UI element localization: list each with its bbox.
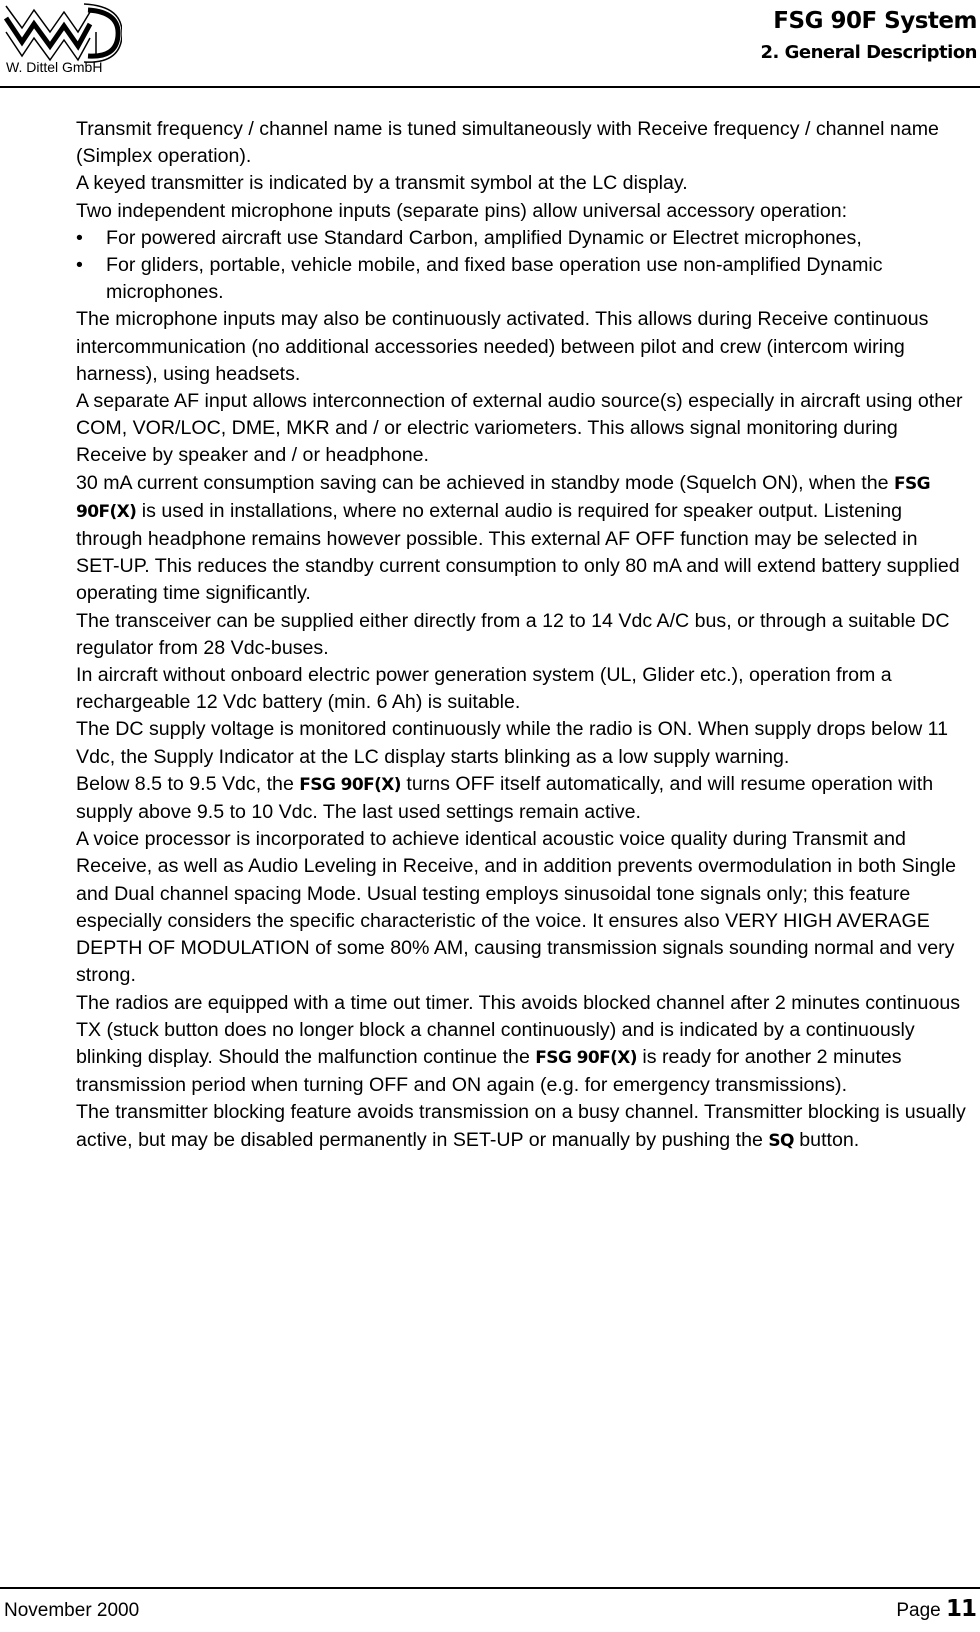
- bullet-item: [76, 252, 966, 306]
- paragraph: [76, 771, 966, 826]
- paragraph: In aircraft without onboard electric power generation system (UL, Glider etc.), operation from a rechargeable 12 Vdc battery (min. 6 Ah) is suitable.: [76, 664, 892, 714]
- paragraph: The DC supply voltage is monitored continuously while the radio is ON. When supply drops below 11 Vdc, the Supply Indicator at the LC display starts blinking as a low supply warning.: [76, 718, 948, 768]
- text: The radios are equipped with a time out timer. This avoids blocked channel after 2 minutes continuous TX (stuck button does no longer block a channel continuously) and is indicated by a continuously blinking display. Should the malfunction continue the: [76, 991, 961, 1068]
- text: button.: [793, 1128, 860, 1151]
- bullet-icon: •: [76, 254, 83, 277]
- text: The transmitter blocking feature avoids transmission on a busy channel. Transmitter blocking is usually active, but may be disabled permanently in SET-UP or manually by pushing the: [76, 1101, 966, 1151]
- sq-button-name: SQ: [768, 1130, 794, 1151]
- header-divider: [0, 86, 980, 88]
- product-name: FSG 90F(X): [535, 1047, 637, 1068]
- paragraph: [76, 990, 966, 1100]
- product-name: FSG 90F(X): [76, 473, 930, 522]
- text: 30 mA current consumption saving can be achieved in standby mode (Squelch ON), when the: [76, 471, 894, 494]
- page-label: Page: [896, 1600, 946, 1621]
- document-title: FSG 90F System: [773, 8, 977, 34]
- bullet-text: For gliders, portable, vehicle mobile, and fixed base operation use non-amplified Dynamic microphones.: [106, 254, 883, 304]
- section-title: 2. General Description: [760, 42, 977, 63]
- paragraph: The transceiver can be supplied either directly from a 12 to 14 Vdc A/C bus, or through a suitable DC regulator from 28 Vdc-buses.: [76, 609, 950, 659]
- paragraph: [76, 1099, 966, 1154]
- page-indicator: [896, 1596, 976, 1622]
- paragraph: Two independent microphone inputs (separate pins) allow universal accessory operation:: [76, 199, 848, 222]
- text: turns OFF itself automatically, and will resume operation with supply above 9.5 to 10 Vdc. The last used settings remain active.: [76, 772, 934, 824]
- paragraph: A separate AF input allows interconnection of external audio source(s) especially in aircraft using other COM, VOR/LOC, DME, MKR and / or electric variometers. This allows signal monitoring during Receive by speaker and / or headphone.: [76, 390, 963, 467]
- paragraph: [76, 470, 966, 608]
- bullet-item: [76, 225, 966, 252]
- text: Below 8.5 to 9.5 Vdc, the: [76, 772, 300, 795]
- company-name: W. Dittel GmbH: [6, 59, 103, 75]
- page-number: 11: [945, 1596, 976, 1622]
- footer-date: November 2000: [4, 1600, 140, 1621]
- body-text: [76, 116, 966, 1155]
- product-name: FSG 90F(X): [299, 774, 401, 795]
- bullet-text: For powered aircraft use Standard Carbon, amplified Dynamic or Electret microphones,: [106, 226, 862, 249]
- paragraph: The microphone inputs may also be continuously activated. This allows during Receive continuous intercommunication (no additional accessories needed) between pilot and crew (intercom wiring harness), using headsets.: [76, 308, 929, 385]
- text: is used in installations, where no external audio is required for speaker output. Listening through headphone remains however possible. This external AF OFF function may be selected in SET-UP. This reduces the standby current consumption to only 80 mA and will extend battery supplied operating time significantly.: [76, 499, 960, 605]
- bullet-icon: •: [76, 226, 83, 249]
- paragraph: Transmit frequency / channel name is tuned simultaneously with Receive frequency / channel name (Simplex operation).: [76, 118, 939, 168]
- paragraph: A keyed transmitter is indicated by a transmit symbol at the LC display.: [76, 172, 688, 195]
- text: is ready for another 2 minutes transmission period when turning OFF and ON again (e.g. for emergency transmissions).: [76, 1045, 902, 1097]
- footer-divider: [0, 1587, 980, 1589]
- paragraph: A voice processor is incorporated to achieve identical acoustic voice quality during Transmit and Receive, as well as Audio Leveling in Receive, and in addition prevents overmodulation in both Single and Dual channel spacing Mode. Usual testing employs sinusoidal tone signals only; this feature especially considers the specific characteristic of the voice. It ensures also VERY HIGH AVERAGE DEPTH OF MODULATION of some 80% AM, causing transmission signals sounding normal and very strong.: [76, 828, 957, 987]
